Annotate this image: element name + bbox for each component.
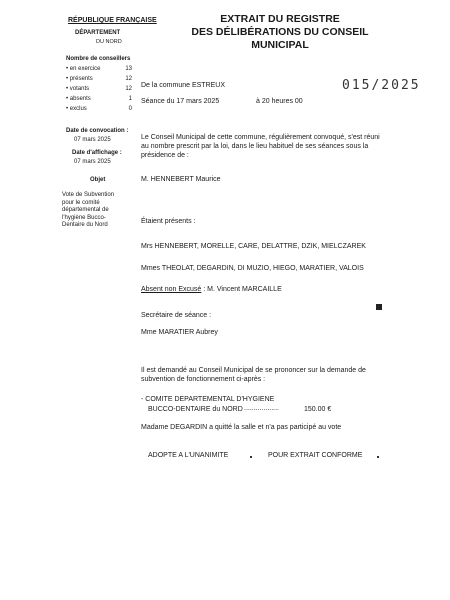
convocation-date: 07 mars 2025: [74, 137, 111, 143]
count-row: [66, 76, 132, 82]
item-amount: 150.00 €: [304, 406, 332, 413]
absent-label: Absent non Excusé: [141, 286, 202, 293]
count-value: 0: [128, 106, 132, 112]
demande-paragraph: Il est demandé au Conseil Municipal de se prononcer sur la demande de subvention de fonctionnement ci-après :: [141, 367, 366, 383]
secretaire-name: Mme MARATIER Aubrey: [141, 329, 218, 336]
count-label: • en exercice: [66, 66, 101, 72]
count-row: [66, 86, 132, 92]
adopte-label: ADOPTE A L'UNANIMITE: [148, 452, 229, 459]
affichage-label: Date d'affichage :: [72, 150, 122, 156]
title-line-3: MUNICIPAL: [251, 39, 309, 51]
presents-label: Étaient présents :: [141, 218, 196, 225]
count-value: 13: [125, 66, 132, 72]
affichage-date: 07 mars 2025: [74, 159, 111, 165]
objet-text: Vote de Subvention pour le comité départemental de l'hygiène Bucco-Dentaire du Nord: [62, 192, 115, 228]
commune-line: De la commune ESTREUX: [141, 82, 226, 89]
count-label: • absents: [66, 96, 91, 102]
title-line-2: DES DÉLIBÉRATIONS DU CONSEIL: [191, 26, 369, 38]
item-line-2: BUCCO-DENTAIRE du NORD: [148, 406, 243, 413]
count-label: • présents: [66, 76, 93, 82]
title-line-1: EXTRAIT DU REGISTRE: [220, 13, 340, 25]
count-value: 12: [125, 76, 132, 82]
speck-mark: [377, 456, 379, 458]
count-row: [66, 66, 132, 72]
counts-title: Nombre de conseillers: [66, 56, 131, 62]
secretaire-label: Secrétaire de séance :: [141, 312, 212, 319]
count-row: [66, 106, 132, 112]
departement-value: DU NORD: [96, 39, 122, 45]
president-name: M. HENNEBERT Maurice: [141, 176, 221, 183]
objet-label: Objet: [90, 177, 106, 183]
departement-label: DÉPARTEMENT: [75, 30, 121, 36]
absent-line: [141, 286, 282, 293]
convocation-paragraph: Le Conseil Municipal de cette commune, régulièrement convoqué, s'est réuni au nombre prescrit par la loi, dans le lieu habituel de ses séances sous la présidence de :: [141, 134, 380, 159]
seance-time: à 20 heures 00: [256, 98, 303, 105]
count-value: 12: [125, 86, 132, 92]
presents-line-2: Mmes THEOLAT, DEGARDIN, DI MUZIO, HIEGO, MARATIER, VALOIS: [141, 265, 364, 272]
extrait-conforme-label: POUR EXTRAIT CONFORME: [268, 452, 363, 459]
count-row: [66, 96, 132, 102]
item-line-1: - COMITE DEPARTEMENTAL D'HYGIENE: [141, 396, 275, 403]
count-label: • votants: [66, 86, 90, 92]
absent-name: : M. Vincent MARCAILLE: [203, 286, 282, 293]
document-title: [180, 13, 380, 52]
seance-date: Séance du 17 mars 2025: [141, 98, 220, 105]
count-value: 1: [128, 96, 132, 102]
degardin-note: Madame DEGARDIN a quitté la salle et n'a pas participé au vote: [141, 424, 342, 431]
presents-line-1: Mrs HENNEBERT, MORELLE, CARE, DELATTRE, DZIK, MIELCZAREK: [141, 243, 366, 250]
republique-label: RÉPUBLIQUE FRANÇAISE: [68, 17, 157, 24]
speck-mark: [250, 456, 252, 458]
registration-number: 015/2025: [342, 78, 421, 93]
item-dots: ..................: [244, 405, 280, 412]
margin-mark: [376, 304, 382, 310]
convocation-label: Date de convocation :: [66, 128, 129, 134]
count-label: • exclus: [66, 106, 87, 112]
